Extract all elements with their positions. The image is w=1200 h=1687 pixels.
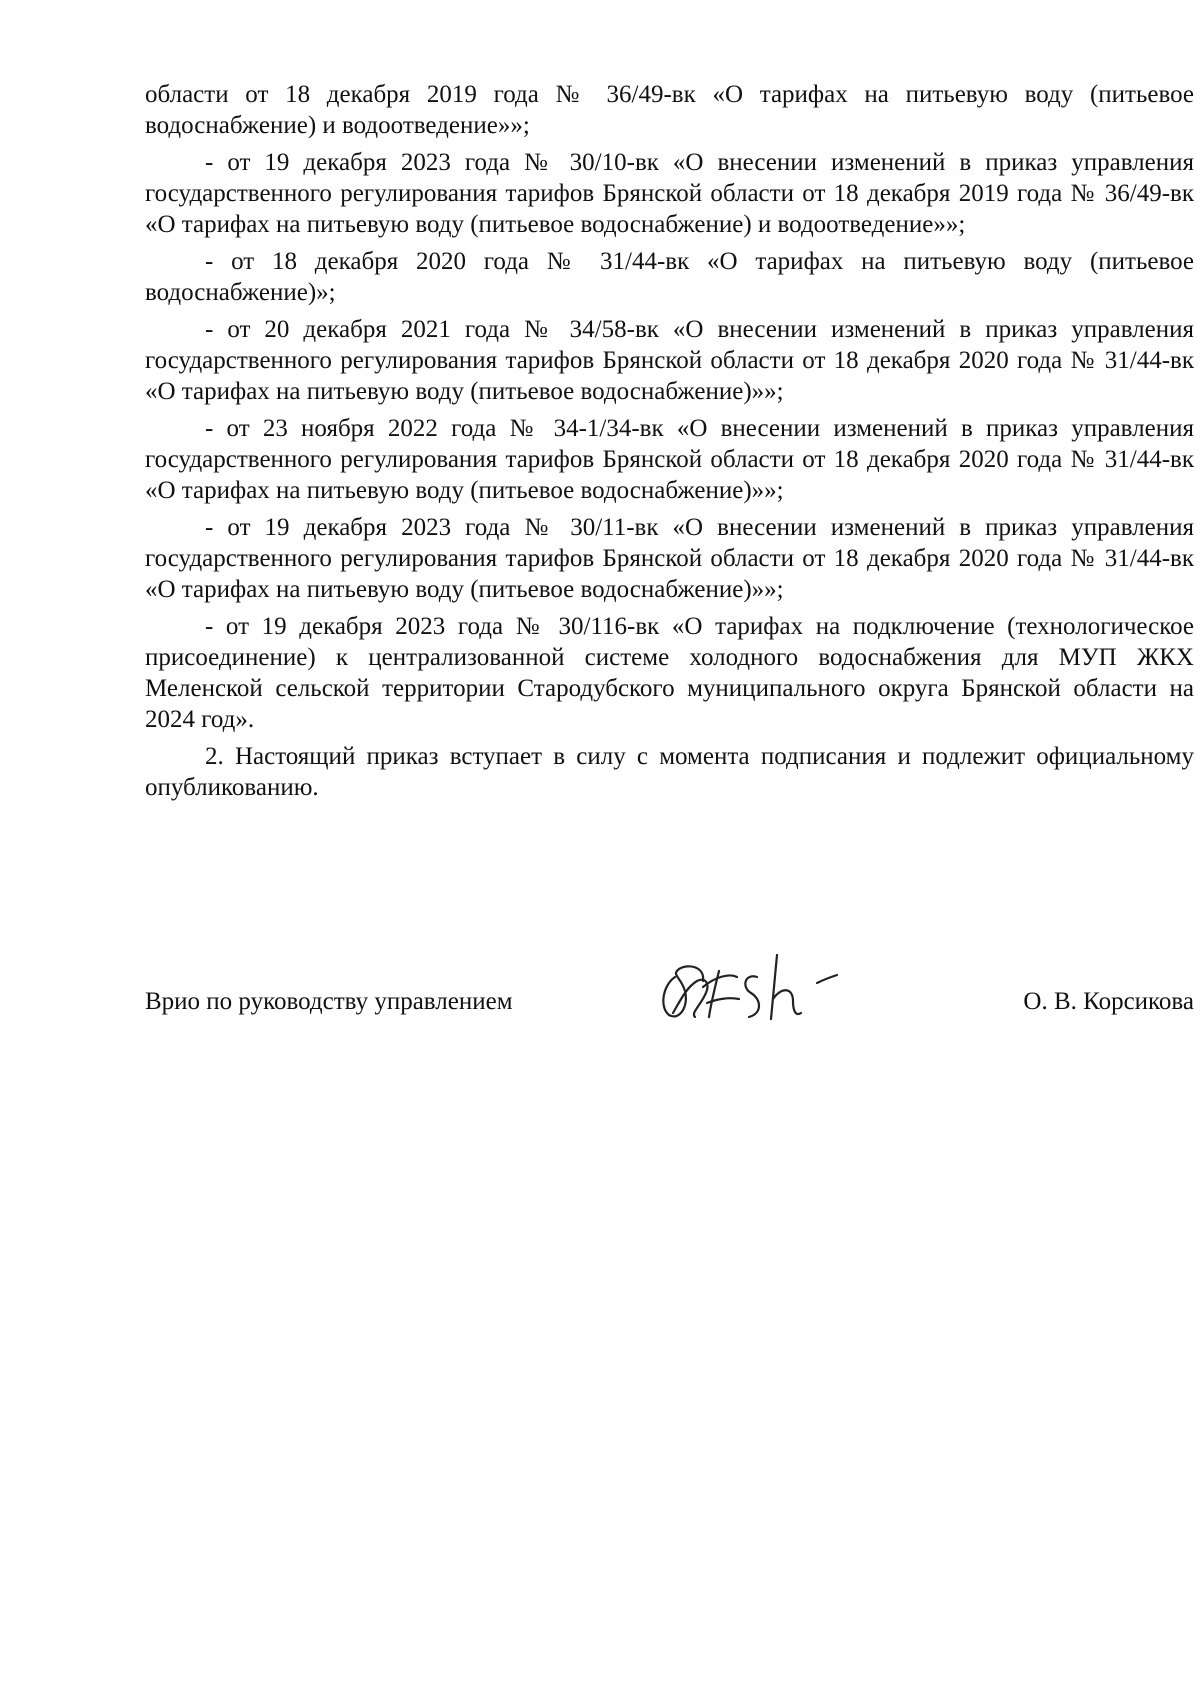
list-item: - от 20 декабря 2021 года № 34/58-вк «О внесении изменений в приказ управления государственного регулирования тарифов Брянской области от 18 декабря 2020 года № 31/44-вк «О тарифах на питьевую воду (питьевое водоснабжение)»»; [145, 316, 1194, 405]
list-item: - от 19 декабря 2023 года № 30/11-вк «О внесении изменений в приказ управления государственного регулирования тарифов Брянской области от 18 декабря 2020 года № 31/44-вк «О тарифах на питьевую воду (питьевое водоснабжение)»»; [145, 514, 1194, 603]
list-item: - от 23 ноября 2022 года № 34-1/34-вк «О внесении изменений в приказ управления государственного регулирования тарифов Брянской области от 18 декабря 2020 года № 31/44-вк «О тарифах на питьевую воду (питьевое водоснабжение)»»; [145, 415, 1194, 504]
list-item: - от 18 декабря 2020 года № 31/44-вк «О тарифах на питьевую воду (питьевое водоснабжение)»; [145, 248, 1194, 306]
closing-paragraph: 2. Настоящий приказ вступает в силу с момента подписания и подлежит официальному опубликованию. [145, 743, 1194, 801]
list-item: - от 19 декабря 2023 года № 30/10-вк «О внесении изменений в приказ управления государственного регулирования тарифов Брянской области от 18 декабря 2019 года № 36/49-вк «О тарифах на питьевую воду (питьевое водоснабжение) и водоотведение»»; [145, 149, 1194, 238]
signatory-name: О. В. Корсикова [1023, 987, 1194, 1015]
document-body [145, 79, 1194, 809]
signatory-title: Врио по руководству управлением [145, 987, 513, 1015]
list-item: - от 19 декабря 2023 года № 30/116-вк «О тарифах на подключение (технологическое присоединение) к централизованной системе холодного водоснабжения для МУП ЖКХ Меленской сельской территории Стародубского муниципального округа Брянской области на 2024 год». [145, 613, 1194, 733]
continuation-paragraph: области от 18 декабря 2019 года № 36/49-вк «О тарифах на питьевую воду (питьевое водоснабжение) и водоотведение»»; [145, 81, 1194, 139]
signature-block [145, 955, 1194, 1025]
handwritten-signature [645, 947, 845, 1029]
